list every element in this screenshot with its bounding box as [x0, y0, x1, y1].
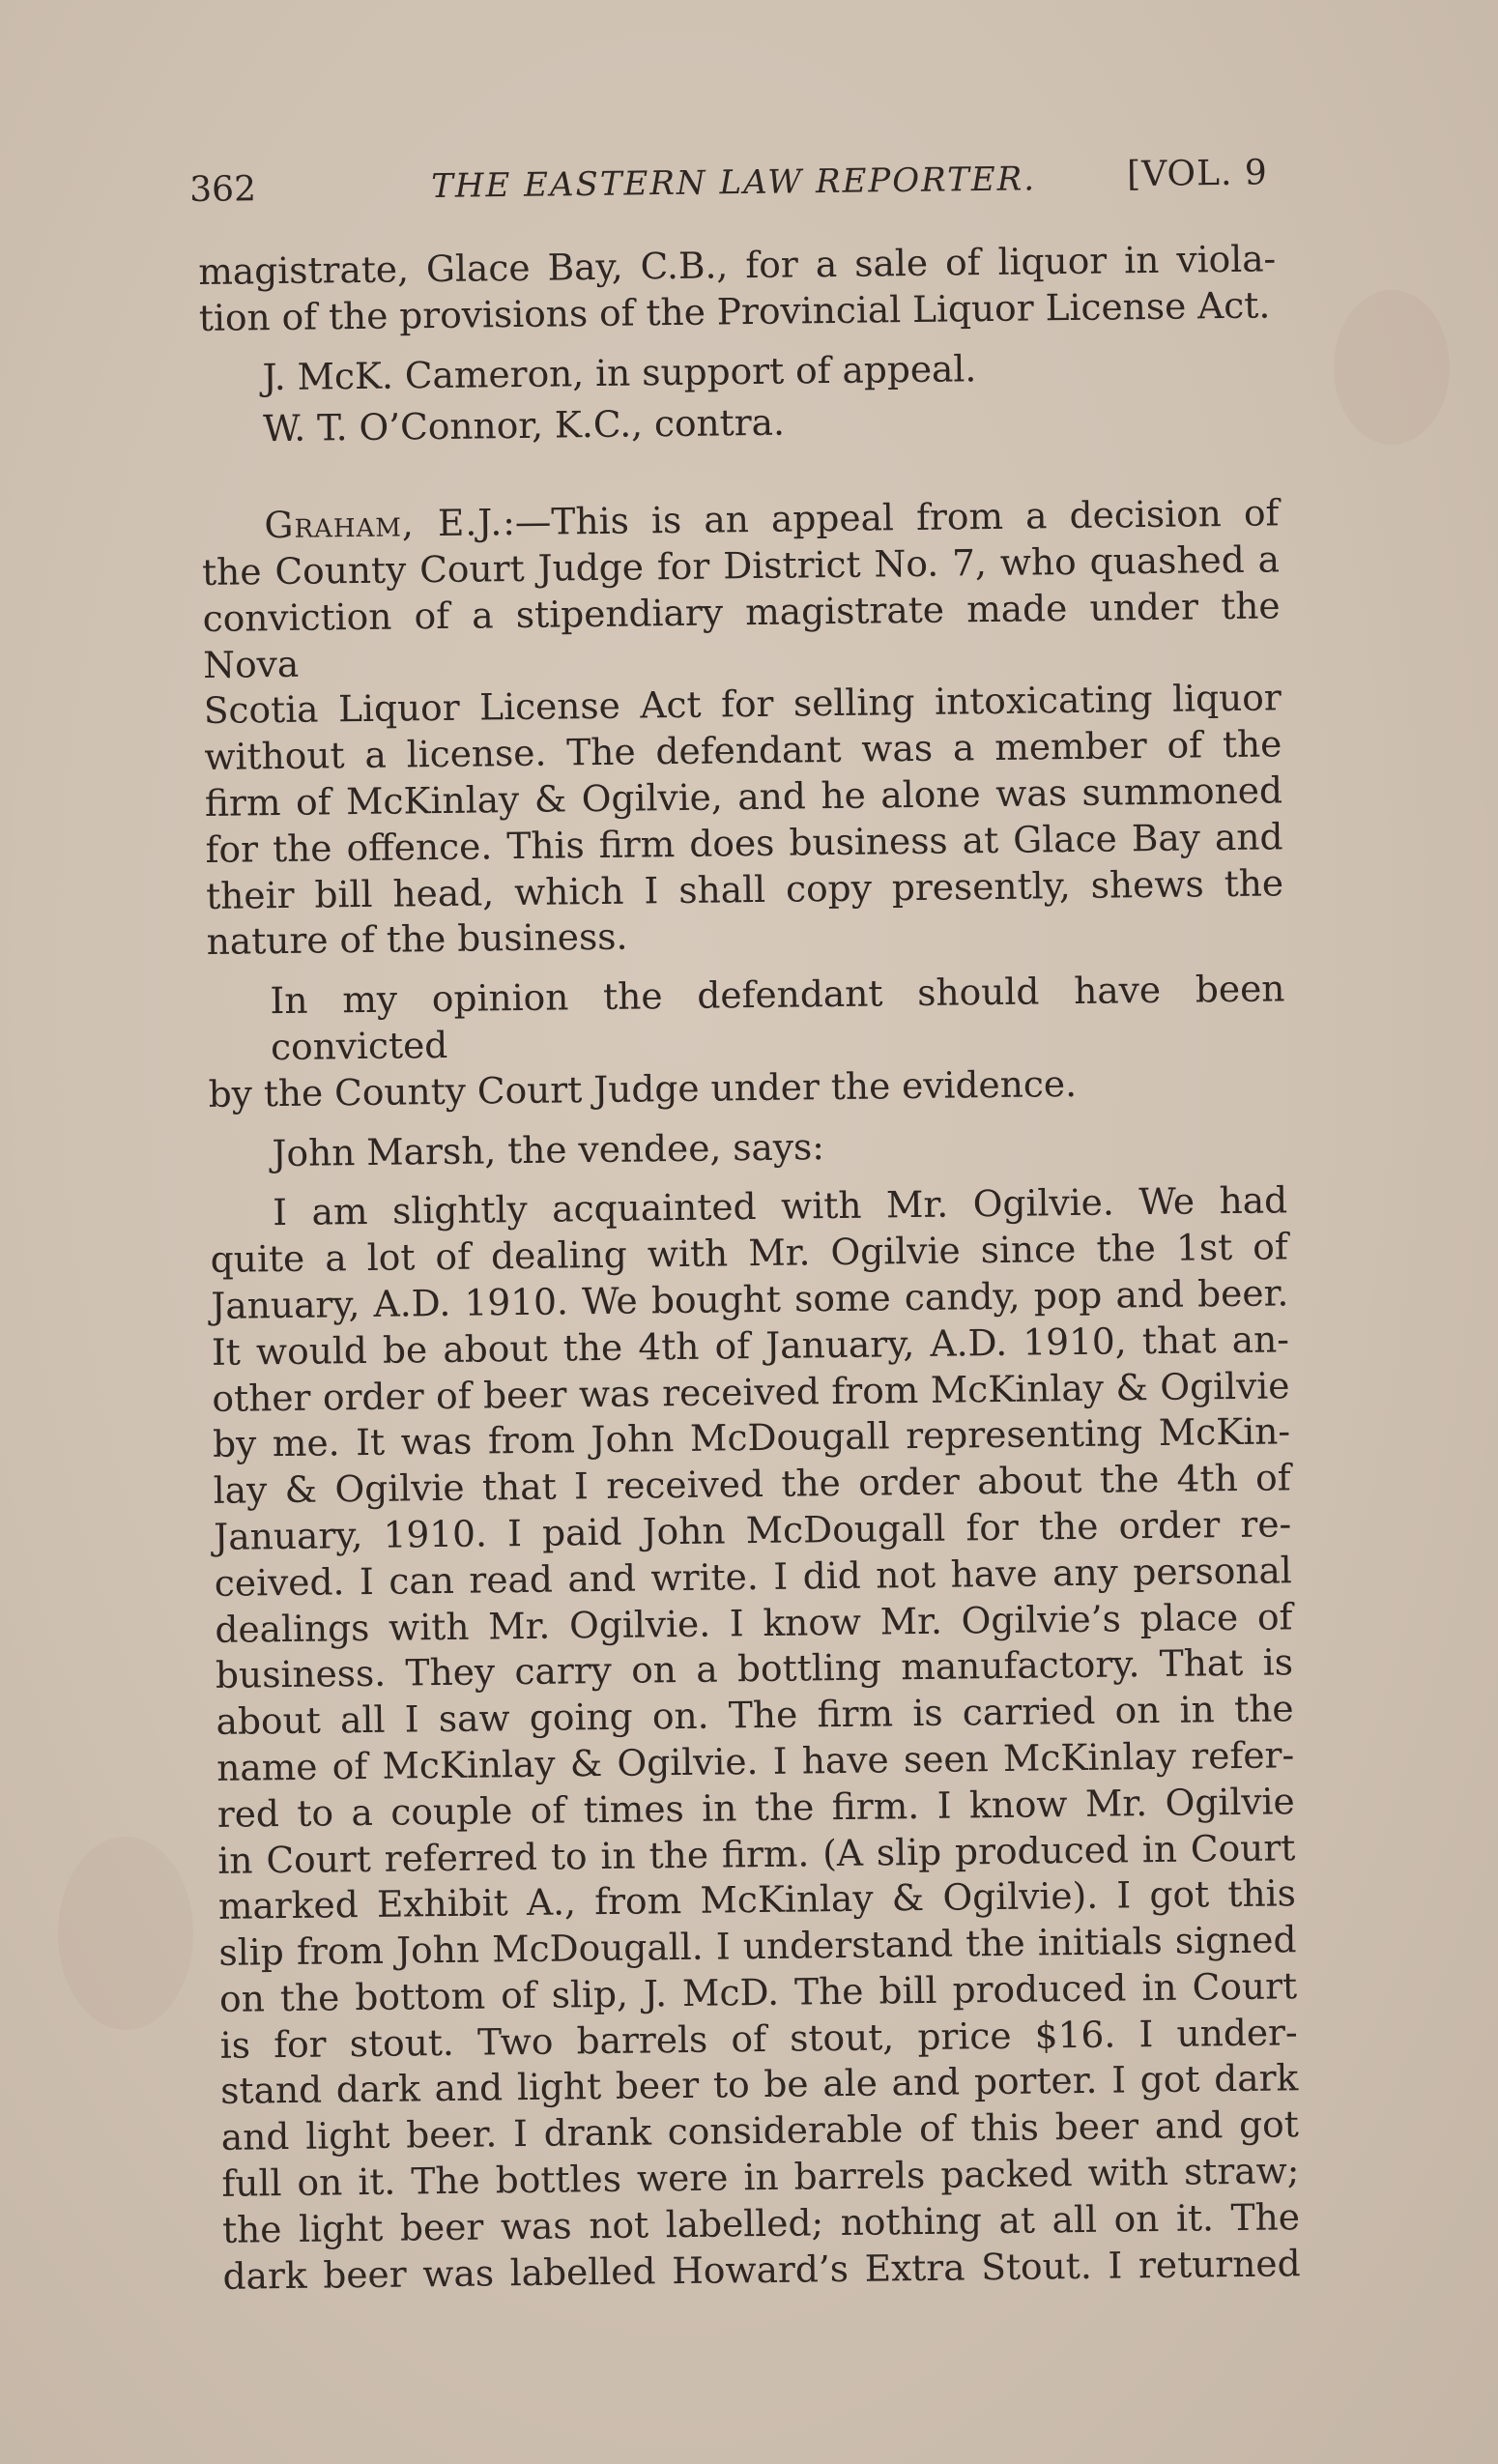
paper-stain: [1334, 290, 1450, 445]
counsel-appellant: J. McK. Cameron, in support of appeal.: [262, 346, 977, 398]
text-line: for the offence. This firm does business at Glace Bay and: [205, 815, 1283, 871]
text-line: and light beer. I drank considerable of this beer and got: [220, 2102, 1300, 2160]
text-line: without a license. The defendant was a member of the: [204, 722, 1282, 779]
body-text: [198, 236, 1301, 2300]
text-line: I am slightly acquainted with Mr. Ogilvie. We had: [272, 1178, 1288, 1234]
witness-intro: John Marsh, the vendee, says:: [272, 1124, 825, 1174]
text-line: marked Exhibit A., from McKinlay & Ogilvie). I got this: [217, 1871, 1297, 1928]
text-line: full on it. The bottles were in barrels packed with straw;: [221, 2149, 1300, 2205]
testimony-paragraph: [210, 1178, 1301, 2301]
running-header: [189, 153, 1302, 228]
text-line: the County Court Judge for District No. 7, who quashed a: [201, 537, 1281, 594]
text-line: by me. It was from John McDougall representing McKin-: [212, 1409, 1291, 1466]
text-line: In my opinion the defendant should have been convicted: [270, 967, 1285, 1069]
text-line: in Court referred to in the firm. (A slip produced in Court: [217, 1825, 1296, 1882]
text-line: the light beer was not labelled; nothing at all on it. The: [221, 2195, 1301, 2251]
opening-paragraph: [198, 236, 1277, 341]
text-line: dark beer was labelled Howard’s Extra Stout. I returned: [222, 2241, 1301, 2298]
text-line: stand dark and light beer to be ale and porter. I got dark: [220, 2056, 1299, 2113]
volume-label: [VOL. 9: [1126, 153, 1268, 195]
running-title: THE EASTERN LAW REPORTER.: [430, 159, 1037, 206]
text-line: red to a couple of times in the firm. I know Mr. Ogilvie: [216, 1779, 1295, 1836]
judge-name: Graham, E.J.: [264, 501, 504, 547]
text-line: January, 1910. I paid John McDougall for the order re-: [214, 1502, 1292, 1558]
text-line: magistrate, Glace Bay, C.B., for a sale of liquor in viola-: [198, 237, 1277, 293]
text-line: January, A.D. 1910. We bought some candy, pop and beer.: [211, 1271, 1289, 1327]
text-line: :—This is an appeal from a decision of: [503, 491, 1280, 544]
text-line: about all I saw going on. The firm is carried on in the: [216, 1687, 1294, 1743]
text-line: ceived. I can read and write. I did not have any personal: [214, 1548, 1293, 1605]
text-line: It would be about the 4th of January, A.D. 1910, that an-: [211, 1318, 1290, 1374]
text-line: quite a lot of dealing with Mr. Ogilvie since the 1st of: [210, 1225, 1288, 1282]
page-number: 362: [189, 169, 257, 210]
text-line: their bill head, which I shall copy presently, shews the: [205, 860, 1284, 917]
counsel-respondent: W. T. O’Connor, K.C., contra.: [263, 400, 786, 450]
text-line: firm of McKinlay & Ogilvie, and he alone was summoned: [204, 768, 1283, 825]
text-line: Scotia Liquor License Act for selling intoxicating liquor: [203, 676, 1282, 733]
text-line: on the bottom of slip, J. McD. The bill produced in Court: [218, 1964, 1298, 2020]
text-line: nature of the business.: [206, 914, 628, 964]
paper-stain: [58, 1837, 193, 2030]
opinion-paragraph: [207, 966, 1286, 1117]
text-line: business. They carry on a bottling manufactory. That is: [215, 1640, 1294, 1697]
text-line: name of McKinlay & Ogilvie. I have seen McKinlay refer-: [216, 1733, 1295, 1789]
text-line: tion of the provisions of the Provincial Liquor License Act.: [198, 283, 1271, 339]
text-line: dealings with Mr. Ogilvie. I know Mr. Ogilvie’s place of: [215, 1594, 1293, 1651]
text-line: other order of beer was received from McKinlay & Ogilvie: [212, 1363, 1290, 1420]
text-line: conviction of a stipendiary magistrate made under the Nova: [202, 584, 1281, 686]
judgment-paragraph: [201, 491, 1284, 967]
text-line: is for stout. Two barrels of stout, price $16. I under-: [219, 2010, 1298, 2067]
text-line: slip from John McDougall. I understand the initials signed: [218, 1918, 1297, 1974]
text-line: lay & Ogilvie that I received the order about the 4th of: [213, 1456, 1291, 1513]
text-line: by the County Court Judge under the evidence.: [208, 1061, 1078, 1116]
